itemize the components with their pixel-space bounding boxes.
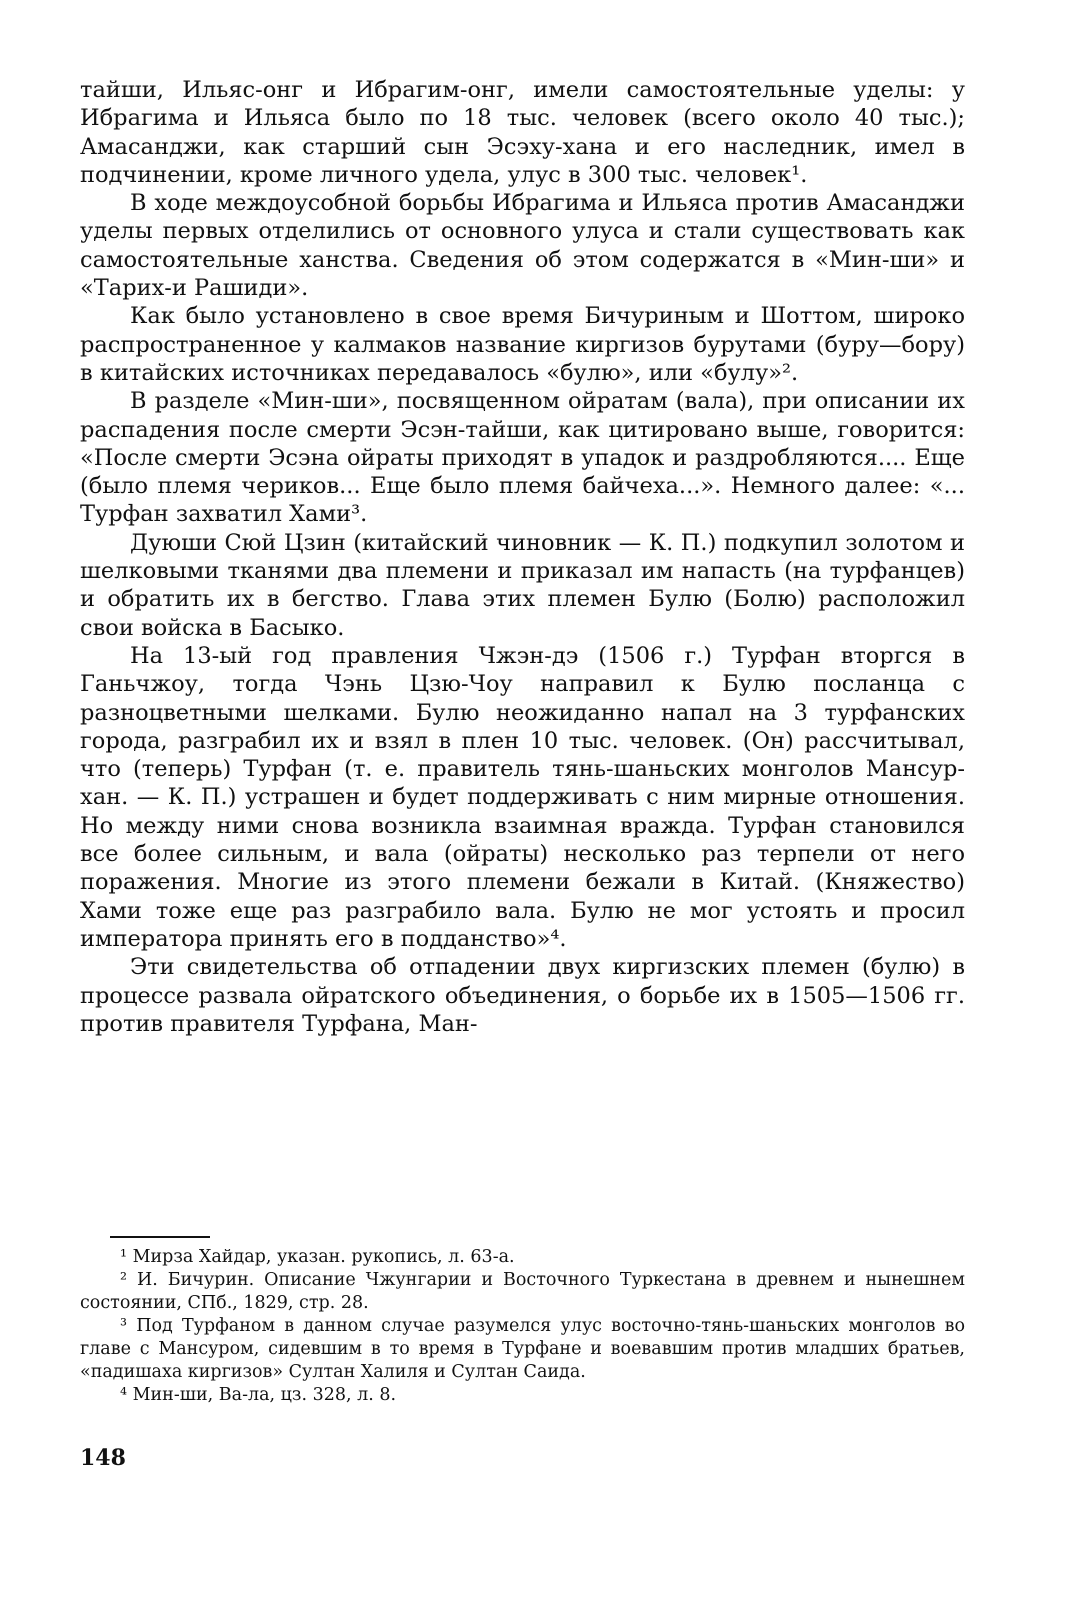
footnote-divider [110,1236,210,1238]
paragraph-6: На 13-ый год правления Чжэн-дэ (1506 г.) Турфан вторгся в Ганьчжоу, тогда Чэнь Цзю-Чоу направил к Булю посланца с разноцветными шелками. Булю неожиданно напал на 3 турфанских города, разграбил их и взял в плен 10 тыс. человек. (Он) рассчитывал, что (теперь) Турфан (т. е. правитель тянь-шаньских монголов Мансур-хан. — К. П.) устрашен и будет поддерживать с ним мирные отношения. Но между ними снова возникла взаимная вражда. Турфан становился все более сильным, и вала (ойраты) несколько раз терпели от него поражения. Многие из этого племени бежали в Китай. (Княжество) Хами тоже еще раз разграбило вала. Булю не мог устоять и просил императора принять его в подданство»⁴. [80,642,965,952]
paragraph-7: Эти свидетельства об отпадении двух киргизских племен (булю) в процессе развала ойратского объединения, о борьбе их в 1505—1506 гг. против правителя Турфана, Ман- [80,954,965,1037]
footnote-2: ² И. Бичурин. Описание Чжунгарии и Восточного Туркестана в древнем и нынешнем состоянии, СПб., 1829, стр. 28. [80,1270,965,1313]
paragraph-1: тайши, Ильяс-онг и Ибрагим-онг, имели самостоятельные уделы: у Ибрагима и Ильяса было по 18 тыс. человек (всего около 40 тыс.); Амасанджи, как старший сын Эсэху-хана и его наследник, имел в подчинении, кроме личного удела, улус в 300 тыс. человек¹. [80,77,965,188]
paragraph-2: В ходе междоусобной борьбы Ибрагима и Ильяса против Амасанджи уделы первых отделились от основного улуса и стали существовать как самостоятельные ханства. Сведения об этом содержатся в «Мин-ши» и «Тарих-и Рашиди». [80,190,965,302]
paragraph-4: В разделе «Мин-ши», посвященном ойратам (вала), при описании их распадения после смерти Эсэн-тайши, как цитировано выше, говорится: «После смерти Эсэна ойраты приходят в упадок и раздробляются.... Еще (было племя чериков... Еще было племя байчеха...». Немного далее: «... Турфан захватил Хами³. [80,388,965,528]
footnotes [80,1246,965,1407]
footnote-1: ¹ Мирза Хайдар, указан. рукопись, л. 63-а. [120,1247,515,1267]
footnote-4: ⁴ Мин-ши, Ва-ла, цз. 328, л. 8. [120,1385,397,1405]
page-number: 148 [80,1445,126,1471]
main-text [80,76,965,1038]
footnote-3: ³ Под Турфаном в данном случае разумелся улус восточно-тянь-шаньских монголов во главе с Мансуром, сидевшим в то время в Турфане и воевавшим против младших братьев, «падишаха киргизов» Султан Халиля и Султан Саида. [80,1316,965,1382]
paragraph-3: Как было установлено в свое время Бичуриным и Шоттом, широко распространенное у калмаков название киргизов бурутами (буру—бору) в китайских источниках передавалось «булю», или «булу»². [80,303,965,386]
paragraph-5: Дуюши Сюй Цзин (китайский чиновник — К. П.) подкупил золотом и шелковыми тканями два племени и приказал им напасть (на турфанцев) и обратить их в бегство. Глава этих племен Булю (Болю) расположил свои войска в Басыко. [80,529,965,641]
